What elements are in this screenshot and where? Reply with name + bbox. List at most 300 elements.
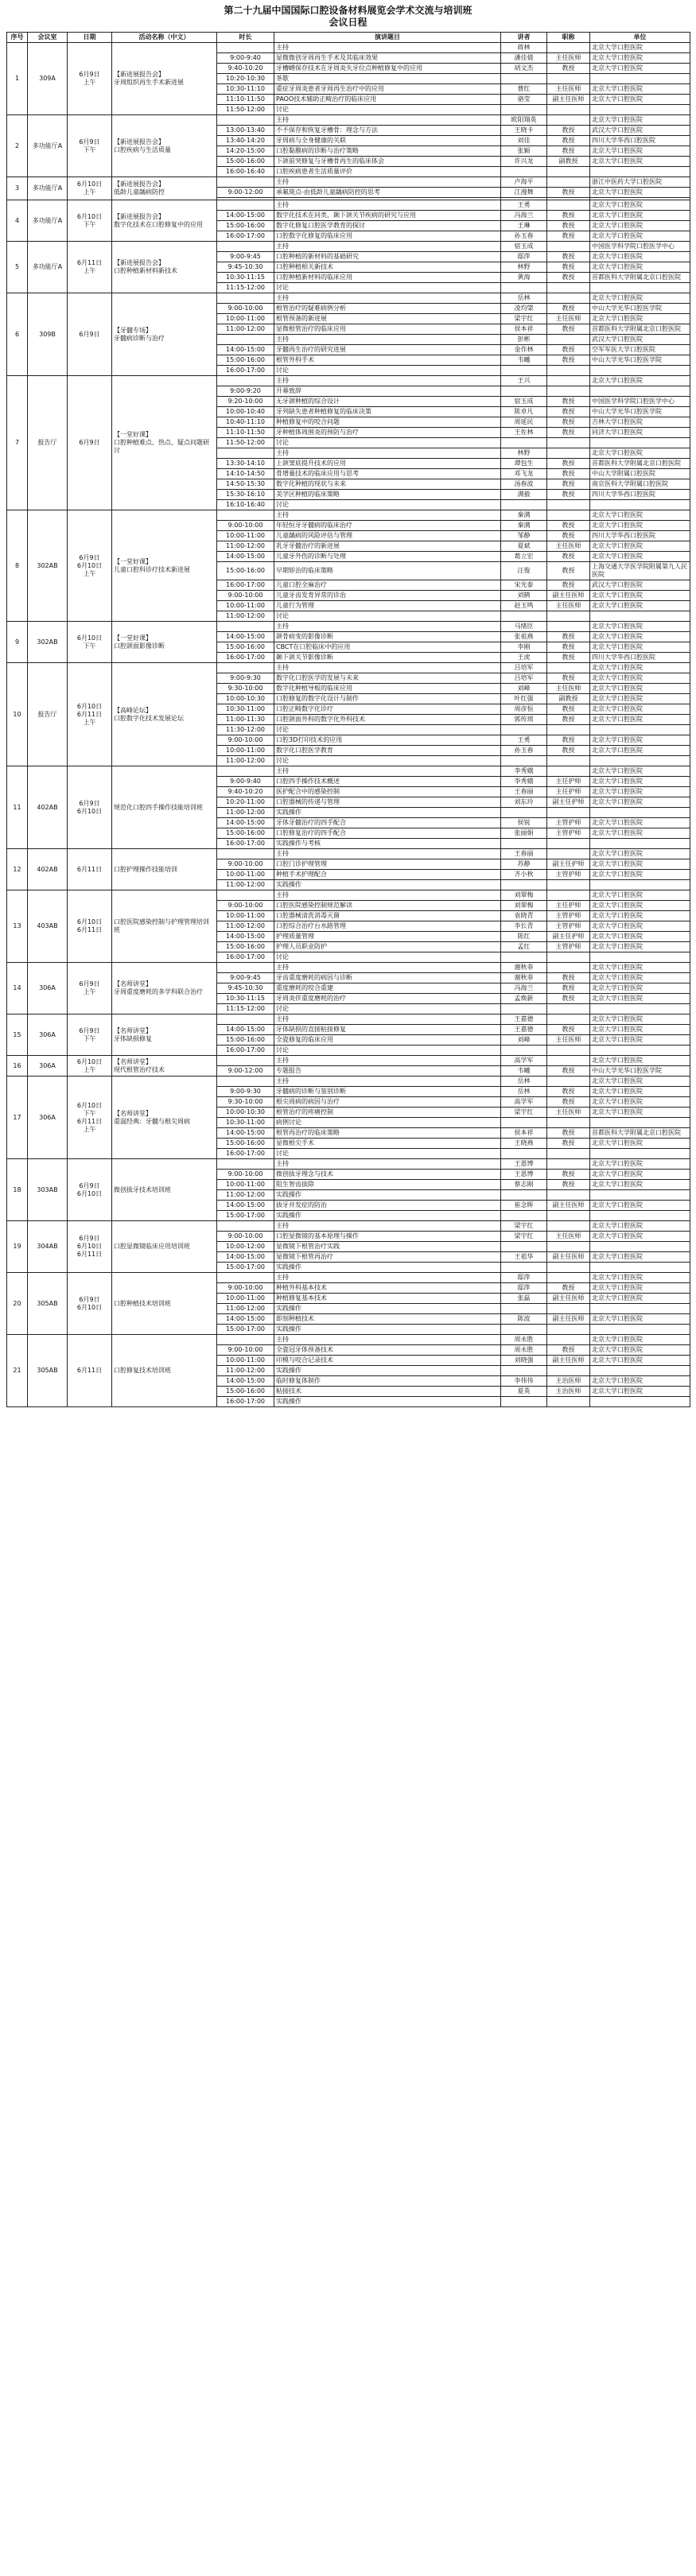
session-time-cell: 15:00-16:00 xyxy=(217,355,274,366)
speaker-title-cell xyxy=(547,242,590,252)
session-time-cell: 16:00-17:00 xyxy=(217,952,274,963)
talk-topic-cell: 口腔门诊护理管理 xyxy=(274,859,501,870)
talk-topic-cell: 根管预备的新进展 xyxy=(274,314,501,324)
speaker-title-cell: 教授 xyxy=(547,459,590,469)
talk-topic-cell: 种植修复基本技术 xyxy=(274,1294,501,1304)
organization-cell xyxy=(590,880,690,890)
speaker-title-cell xyxy=(547,1077,590,1087)
talk-topic-cell: 主持 xyxy=(274,1077,501,1087)
organization-cell: 北京大学口腔医院 xyxy=(590,994,690,1004)
talk-topic-cell: 下颌前突修复与牙槽骨再生的临床体会 xyxy=(274,157,501,167)
speaker-cell: 周永胜 xyxy=(501,1335,547,1345)
organization-cell: 四川大学华西口腔医院 xyxy=(590,490,690,500)
table-row xyxy=(7,1159,690,1170)
organization-cell xyxy=(590,366,690,376)
session-date: 6月9日 6月10日 上午 xyxy=(68,510,112,622)
organization-cell: 北京大学口腔医院 xyxy=(590,746,690,756)
session-activity: 【新进展报告会】 牙周组织再生手术新进展 xyxy=(112,43,217,115)
speaker-title-cell: 教授 xyxy=(547,632,590,642)
talk-topic-cell: 口腔种植相关新技术 xyxy=(274,262,501,273)
speaker-title-cell: 副主任医师 xyxy=(547,1294,590,1304)
talk-topic-cell: 实践操作 xyxy=(274,1263,501,1273)
speaker-title-cell: 主管护师 xyxy=(547,828,590,839)
organization-cell xyxy=(590,1118,690,1128)
session-time-cell: 11:00-12:00 xyxy=(217,808,274,818)
talk-topic-cell: 实践操作 xyxy=(274,1190,501,1201)
speaker-title-cell xyxy=(547,808,590,818)
speaker-cell: 郭传瑸 xyxy=(501,715,547,725)
session-time-cell: 9:00-10:00 xyxy=(217,521,274,531)
organization-cell: 北京大学口腔医院 xyxy=(590,1283,690,1294)
speaker-title-cell xyxy=(547,1397,590,1407)
talk-topic-cell: 口腔疾病患者生活质量评价 xyxy=(274,167,501,177)
speaker-title-cell: 教授 xyxy=(547,521,590,531)
speaker-title-cell xyxy=(547,366,590,376)
session-time-cell: 11:00-12:00 xyxy=(217,1366,274,1376)
session-activity: 【新进展报告会】 口腔种植新材料新技术 xyxy=(112,242,217,293)
talk-topic-cell: 粘接技术 xyxy=(274,1387,501,1397)
speaker-title-cell: 教授 xyxy=(547,64,590,74)
organization-cell xyxy=(590,952,690,963)
speaker-title-cell: 教授 xyxy=(547,1180,590,1190)
session-room: 302AB xyxy=(28,510,68,622)
session-time-cell: 14:00-15:00 xyxy=(217,1376,274,1387)
speaker-title-cell: 教授 xyxy=(547,580,590,591)
session-time-cell: 15:00-16:00 xyxy=(217,1139,274,1149)
session-time-cell: 11:30-12:00 xyxy=(217,725,274,735)
speaker-title-cell: 副主任护师 xyxy=(547,932,590,942)
table-row xyxy=(7,43,690,53)
speaker-title-cell xyxy=(547,510,590,521)
schedule-table xyxy=(6,32,690,1407)
organization-cell: 北京大学口腔医院 xyxy=(590,1376,690,1387)
session-time-cell: 9:00-10:00 xyxy=(217,1170,274,1180)
speaker-title-cell xyxy=(547,335,590,345)
speaker-cell xyxy=(501,438,547,448)
organization-cell: 北京大学口腔医院 xyxy=(590,1087,690,1097)
session-time-cell: 9:00-12:00 xyxy=(217,1066,274,1077)
organization-cell: 北京大学口腔医院 xyxy=(590,43,690,53)
talk-topic-cell: 主持 xyxy=(274,1159,501,1170)
speaker-title-cell: 教授 xyxy=(547,1025,590,1035)
speaker-title-cell: 教授 xyxy=(547,562,590,580)
organization-cell: 四川大学华西口腔医院 xyxy=(590,653,690,663)
speaker-cell: 王嘉德 xyxy=(501,1025,547,1035)
talk-topic-cell: 主持 xyxy=(274,177,501,188)
organization-cell: 北京大学口腔医院 xyxy=(590,1159,690,1170)
talk-topic-cell: 拔牙并发症的防治 xyxy=(274,1201,501,1211)
talk-topic-cell: 印模与咬合记录技术 xyxy=(274,1356,501,1366)
organization-cell: 北京大学口腔医院 xyxy=(590,188,690,198)
session-number: 15 xyxy=(7,1014,28,1056)
talk-topic-cell: 显微根尖手术 xyxy=(274,1139,501,1149)
speaker-cell: 王虎 xyxy=(501,653,547,663)
speaker-cell: 王恩博 xyxy=(501,1159,547,1170)
organization-cell: 北京大学口腔医院 xyxy=(590,1097,690,1108)
organization-cell: 北京大学口腔医院 xyxy=(590,828,690,839)
organization-cell: 北京大学口腔医院 xyxy=(590,1077,690,1087)
speaker-cell: 刘佳 xyxy=(501,136,547,146)
speaker-title-cell: 教授 xyxy=(547,126,590,136)
organization-cell: 首都医科大学附属北京口腔医院 xyxy=(590,273,690,283)
organization-cell: 北京大学口腔医院 xyxy=(590,1201,690,1211)
table-row xyxy=(7,622,690,632)
session-date: 6月10日 下午 xyxy=(68,622,112,663)
session-time-cell: 11:00-12:00 xyxy=(217,611,274,622)
organization-cell: 中山大学光华口腔医学院 xyxy=(590,1066,690,1077)
session-room: 306A xyxy=(28,963,68,1014)
speaker-cell: 葛立宏 xyxy=(501,552,547,562)
speaker-title-cell: 教授 xyxy=(547,273,590,283)
speaker-cell: 刘峰 xyxy=(501,1035,547,1046)
organization-cell: 北京大学口腔医院 xyxy=(590,591,690,601)
session-time-cell: 9:00-9:30 xyxy=(217,1087,274,1097)
speaker-title-cell xyxy=(547,756,590,766)
table-row xyxy=(7,115,690,126)
speaker-title-cell: 教授 xyxy=(547,983,590,994)
talk-topic-cell: 讨论 xyxy=(274,952,501,963)
speaker-cell xyxy=(501,611,547,622)
speaker-title-cell: 教授 xyxy=(547,188,590,198)
speaker-cell: 邸萍 xyxy=(501,1273,547,1283)
session-activity: 【新进展报告会】 低龄儿童龋病防控 xyxy=(112,177,217,200)
speaker-title-cell: 副主任护师 xyxy=(547,797,590,808)
session-time-cell: 16:00-17:00 xyxy=(217,653,274,663)
session-time-cell: 9:00-10:00 xyxy=(217,901,274,911)
talk-topic-cell: 主持 xyxy=(274,43,501,53)
speaker-title-cell: 教授 xyxy=(547,653,590,663)
session-activity: 口腔医院感染控制与护理管理培训班 xyxy=(112,890,217,963)
session-room: 306A xyxy=(28,1056,68,1077)
session-time-cell: 9:00-9:45 xyxy=(217,252,274,262)
talk-topic-cell: 实践操作 xyxy=(274,1211,501,1221)
session-time-cell: 14:00-15:00 xyxy=(217,818,274,828)
speaker-title-cell xyxy=(547,839,590,849)
speaker-cell xyxy=(501,74,547,84)
talk-topic-cell: 根管治疗的疑难病例分析 xyxy=(274,304,501,314)
talk-topic-cell: 儿童行为管理 xyxy=(274,601,501,611)
speaker-title-cell: 副主任医师 xyxy=(547,1356,590,1366)
talk-topic-cell: 全瓷冠牙体预备技术 xyxy=(274,1345,501,1356)
talk-topic-cell: 主持 xyxy=(274,1014,501,1025)
speaker-title-cell: 副主任医师 xyxy=(547,95,590,105)
speaker-title-cell: 教授 xyxy=(547,1139,590,1149)
organization-cell xyxy=(590,1304,690,1314)
speaker-cell: 许兴龙 xyxy=(501,157,547,167)
session-time-cell: 9:00-9:40 xyxy=(217,53,274,64)
speaker-cell: 谢秋菲 xyxy=(501,973,547,983)
speaker-title-cell: 副主任医师 xyxy=(547,591,590,601)
speaker-cell: 叶红强 xyxy=(501,694,547,704)
speaker-cell: 潘佳倩 xyxy=(501,53,547,64)
session-time-cell xyxy=(217,1056,274,1066)
session-time-cell xyxy=(217,1159,274,1170)
speaker-title-cell: 教授 xyxy=(547,994,590,1004)
speaker-cell: 孙玉春 xyxy=(501,746,547,756)
organization-cell xyxy=(590,105,690,115)
talk-topic-cell: 不不保存和恢复牙槽骨：理念与方法 xyxy=(274,126,501,136)
session-number: 4 xyxy=(7,200,28,242)
speaker-title-cell: 主任医师 xyxy=(547,684,590,694)
speaker-cell: 侯本祥 xyxy=(501,324,547,335)
talk-topic-cell: 护理人员职业防护 xyxy=(274,942,501,952)
session-time-cell: 14:00-15:00 xyxy=(217,211,274,221)
talk-topic-cell: 牙周炎伴重度磨耗的治疗 xyxy=(274,994,501,1004)
organization-cell: 四川大学华西口腔医院 xyxy=(590,136,690,146)
speaker-title-cell xyxy=(547,611,590,622)
speaker-cell: 黄海 xyxy=(501,273,547,283)
session-activity: 【新进展报告会】 数字化技术在口腔修复中的应用 xyxy=(112,200,217,242)
organization-cell: 北京大学口腔医院 xyxy=(590,859,690,870)
speaker-cell xyxy=(501,167,547,177)
session-time-cell xyxy=(217,963,274,973)
session-time-cell: 14:00-15:00 xyxy=(217,345,274,355)
speaker-cell: 马绪臣 xyxy=(501,622,547,632)
session-time-cell xyxy=(217,1014,274,1025)
talk-topic-cell: 牙周病与全身健康的关联 xyxy=(274,136,501,146)
speaker-title-cell xyxy=(547,890,590,901)
session-time-cell: 9:20-10:00 xyxy=(217,397,274,407)
speaker-title-cell: 主任医师 xyxy=(547,1035,590,1046)
speaker-title-cell: 教授 xyxy=(547,262,590,273)
speaker-cell xyxy=(501,952,547,963)
organization-cell xyxy=(590,1366,690,1376)
organization-cell xyxy=(590,500,690,510)
session-number: 5 xyxy=(7,242,28,293)
organization-cell: 北京大学口腔医院 xyxy=(590,521,690,531)
talk-topic-cell: 口腔3D打印技术的应用 xyxy=(274,735,501,746)
talk-topic-cell: 主持 xyxy=(274,115,501,126)
speaker-title-cell: 教授 xyxy=(547,407,590,417)
organization-cell: 北京大学口腔医院 xyxy=(590,973,690,983)
speaker-cell: 冯海兰 xyxy=(501,983,547,994)
session-room: 多功能厅A xyxy=(28,115,68,177)
session-time-cell: 10:40-11:10 xyxy=(217,417,274,428)
speaker-cell: 骆莹 xyxy=(501,95,547,105)
session-date: 6月10日 下午 xyxy=(68,200,112,242)
speaker-title-cell xyxy=(547,963,590,973)
speaker-title-cell: 主任医师 xyxy=(547,314,590,324)
talk-topic-cell: 讨论 xyxy=(274,500,501,510)
session-time-cell: 9:45-10:30 xyxy=(217,262,274,273)
speaker-title-cell: 教授 xyxy=(547,642,590,653)
talk-topic-cell: 主持 xyxy=(274,293,501,304)
session-number: 2 xyxy=(7,115,28,177)
speaker-cell: 汤春波 xyxy=(501,479,547,490)
speaker-cell: 梁宇红 xyxy=(501,1221,547,1232)
speaker-title-cell: 教授 xyxy=(547,345,590,355)
speaker-cell: 陈波 xyxy=(501,1314,547,1325)
session-time-cell: 10:00-11:00 xyxy=(217,1356,274,1366)
talk-topic-cell: 全瓷修复的临床应用 xyxy=(274,1035,501,1046)
session-time-cell: 15:00-16:00 xyxy=(217,642,274,653)
speaker-title-cell: 主治医师 xyxy=(547,1387,590,1397)
organization-cell: 北京大学口腔医院 xyxy=(590,818,690,828)
talk-topic-cell: 讨论 xyxy=(274,1149,501,1159)
session-time-cell: 9:00-10:00 xyxy=(217,735,274,746)
session-time-cell: 11:50-12:00 xyxy=(217,438,274,448)
session-date: 6月9日 xyxy=(68,376,112,510)
speaker-title-cell: 教授 xyxy=(547,221,590,231)
organization-cell: 北京大学口腔医院 xyxy=(590,95,690,105)
organization-cell: 北京大学口腔医院 xyxy=(590,1314,690,1325)
session-time-cell xyxy=(217,510,274,521)
session-number: 3 xyxy=(7,177,28,200)
organization-cell xyxy=(590,1263,690,1273)
session-date: 6月10日 上午 xyxy=(68,177,112,200)
speaker-cell: 王恩博 xyxy=(501,1170,547,1180)
speaker-cell: 周永胜 xyxy=(501,1345,547,1356)
speaker-cell: 孙玉春 xyxy=(501,231,547,242)
talk-topic-cell: 主持 xyxy=(274,663,501,673)
session-time-cell xyxy=(217,849,274,859)
organization-cell: 首都医科大学附属北京口腔医院 xyxy=(590,1128,690,1139)
speaker-cell: 梁宇红 xyxy=(501,314,547,324)
talk-topic-cell: 早期矫治的临床策略 xyxy=(274,562,501,580)
organization-cell: 中山大学附属口腔医院 xyxy=(590,469,690,479)
speaker-cell: 王勇 xyxy=(501,735,547,746)
speaker-cell: 刘晓强 xyxy=(501,1356,547,1366)
speaker-title-cell: 教授 xyxy=(547,704,590,715)
organization-cell xyxy=(590,839,690,849)
speaker-cell: 汪俊 xyxy=(501,562,547,580)
speaker-cell: 李刚 xyxy=(501,642,547,653)
session-date: 6月9日 下午 xyxy=(68,115,112,177)
speaker-title-cell xyxy=(547,1190,590,1201)
speaker-title-cell xyxy=(547,448,590,459)
session-time-cell: 10:00-11:00 xyxy=(217,1180,274,1190)
organization-cell: 北京大学口腔医院 xyxy=(590,684,690,694)
organization-cell xyxy=(590,438,690,448)
speaker-cell: 侯锐 xyxy=(501,818,547,828)
session-activity: 【一堂好课】 口腔颌面影像诊断 xyxy=(112,622,217,663)
speaker-cell: 江漫舞 xyxy=(501,188,547,198)
speaker-cell: 刘鹤 xyxy=(501,591,547,601)
talk-topic-cell: 口腔器械的传递与管理 xyxy=(274,797,501,808)
session-date: 6月9日 下午 xyxy=(68,1014,112,1056)
talk-topic-cell: 口腔黏膜病的诊断与治疗策略 xyxy=(274,146,501,157)
session-time-cell: 10:00-11:00 xyxy=(217,531,274,541)
session-time-cell: 15:00-16:00 xyxy=(217,1035,274,1046)
speaker-cell: 欧阳翔英 xyxy=(501,115,547,126)
speaker-cell: 谭包生 xyxy=(501,459,547,469)
speaker-title-cell: 教授 xyxy=(547,1128,590,1139)
organization-cell: 北京大学口腔医院 xyxy=(590,921,690,932)
talk-topic-cell: 主持 xyxy=(274,200,501,211)
speaker-title-cell: 副主任医师 xyxy=(547,1314,590,1325)
talk-topic-cell: 种植手术护理配合 xyxy=(274,870,501,880)
table-row xyxy=(7,242,690,252)
speaker-title-cell: 教授 xyxy=(547,1097,590,1108)
speaker-title-cell xyxy=(547,167,590,177)
speaker-cell: 袁晓青 xyxy=(501,911,547,921)
table-row xyxy=(7,1056,690,1066)
session-activity: 口腔种植技术培训班 xyxy=(112,1273,217,1335)
speaker-title-cell: 教授 xyxy=(547,1066,590,1077)
organization-cell: 北京大学口腔医院 xyxy=(590,146,690,157)
speaker-cell: 李秀娥 xyxy=(501,766,547,777)
session-activity: 口腔护理操作技能培训 xyxy=(112,849,217,890)
speaker-cell: 王兴 xyxy=(501,376,547,386)
organization-cell: 浙江中医药大学口腔医院 xyxy=(590,177,690,188)
session-time-cell: 9:40-10:20 xyxy=(217,64,274,74)
session-time-cell: 15:00-16:00 xyxy=(217,942,274,952)
speaker-cell xyxy=(501,839,547,849)
organization-cell: 南京医科大学附属口腔医院 xyxy=(590,479,690,490)
talk-topic-cell: 实践操作 xyxy=(274,808,501,818)
talk-topic-cell: 阻生智齿拔除 xyxy=(274,1180,501,1190)
speaker-cell: 李伟伟 xyxy=(501,1376,547,1387)
talk-topic-cell: 显微镜下根管再治疗 xyxy=(274,1252,501,1263)
organization-cell: 北京大学口腔医院 xyxy=(590,901,690,911)
talk-topic-cell: 牙槽嵴保存技术在牙周炎失牙位点种植修复中的应用 xyxy=(274,64,501,74)
speaker-cell xyxy=(501,105,547,115)
talk-topic-cell: 实践操作与考核 xyxy=(274,839,501,849)
speaker-cell: 张丽娟 xyxy=(501,828,547,839)
organization-cell: 北京大学口腔医院 xyxy=(590,1356,690,1366)
speaker-title-cell: 教授 xyxy=(547,355,590,366)
speaker-cell xyxy=(501,1190,547,1201)
speaker-title-cell: 主管护师 xyxy=(547,921,590,932)
talk-topic-cell: 微创拔牙理念与技术 xyxy=(274,1170,501,1180)
header-activity: 活动名称（中文） xyxy=(112,33,217,43)
organization-cell: 北京大学口腔医院 xyxy=(590,1170,690,1180)
speaker-title-cell xyxy=(547,115,590,126)
table-row xyxy=(7,890,690,901)
speaker-cell: 林野 xyxy=(501,448,547,459)
speaker-title-cell: 副教授 xyxy=(547,694,590,704)
talk-topic-cell: 口腔颌面外科的数字化外科技术 xyxy=(274,715,501,725)
speaker-cell: 侯本祥 xyxy=(501,1128,547,1139)
speaker-cell: 刘翠梅 xyxy=(501,890,547,901)
session-time-cell: 9:00-9:45 xyxy=(217,973,274,983)
talk-topic-cell: 显微镜下根管治疗实践 xyxy=(274,1242,501,1252)
table-row xyxy=(7,376,690,386)
organization-cell: 北京大学口腔医院 xyxy=(590,1273,690,1283)
talk-topic-cell: 讨论 xyxy=(274,756,501,766)
session-time-cell: 10:00-12:00 xyxy=(217,1242,274,1252)
session-time-cell: 14:50-15:30 xyxy=(217,479,274,490)
session-time-cell: 15:00-16:00 xyxy=(217,157,274,167)
session-number: 21 xyxy=(7,1335,28,1407)
talk-topic-cell: 讨论 xyxy=(274,283,501,293)
speaker-cell: 李长青 xyxy=(501,921,547,932)
talk-topic-cell: 年轻恒牙牙髓病的临床治疗 xyxy=(274,521,501,531)
organization-cell: 北京大学口腔医院 xyxy=(590,911,690,921)
session-time-cell: 14:00-15:00 xyxy=(217,632,274,642)
speaker-title-cell xyxy=(547,500,590,510)
organization-cell: 北京大学口腔医院 xyxy=(590,870,690,880)
speaker-title-cell: 教授 xyxy=(547,746,590,756)
speaker-cell: 张颖 xyxy=(501,146,547,157)
organization-cell: 北京大学口腔医院 xyxy=(590,1025,690,1035)
talk-topic-cell: 牙列缺失患者种植修复的临床决策 xyxy=(274,407,501,417)
speaker-title-cell: 教授 xyxy=(547,490,590,500)
session-time-cell: 14:00-15:00 xyxy=(217,1128,274,1139)
talk-topic-cell: 根尖周病的病因与治疗 xyxy=(274,1097,501,1108)
speaker-cell: 张磊 xyxy=(501,1294,547,1304)
organization-cell: 北京大学口腔医院 xyxy=(590,200,690,211)
speaker-title-cell xyxy=(547,376,590,386)
session-activity: 【高峰论坛】 口腔数字化技术发展论坛 xyxy=(112,663,217,766)
session-time-cell xyxy=(217,335,274,345)
organization-cell xyxy=(590,1242,690,1252)
session-time-cell: 9:40-10:20 xyxy=(217,787,274,797)
schedule-body xyxy=(7,43,690,1407)
speaker-title-cell xyxy=(547,880,590,890)
header-no: 序号 xyxy=(7,33,28,43)
talk-topic-cell: 主持 xyxy=(274,448,501,459)
